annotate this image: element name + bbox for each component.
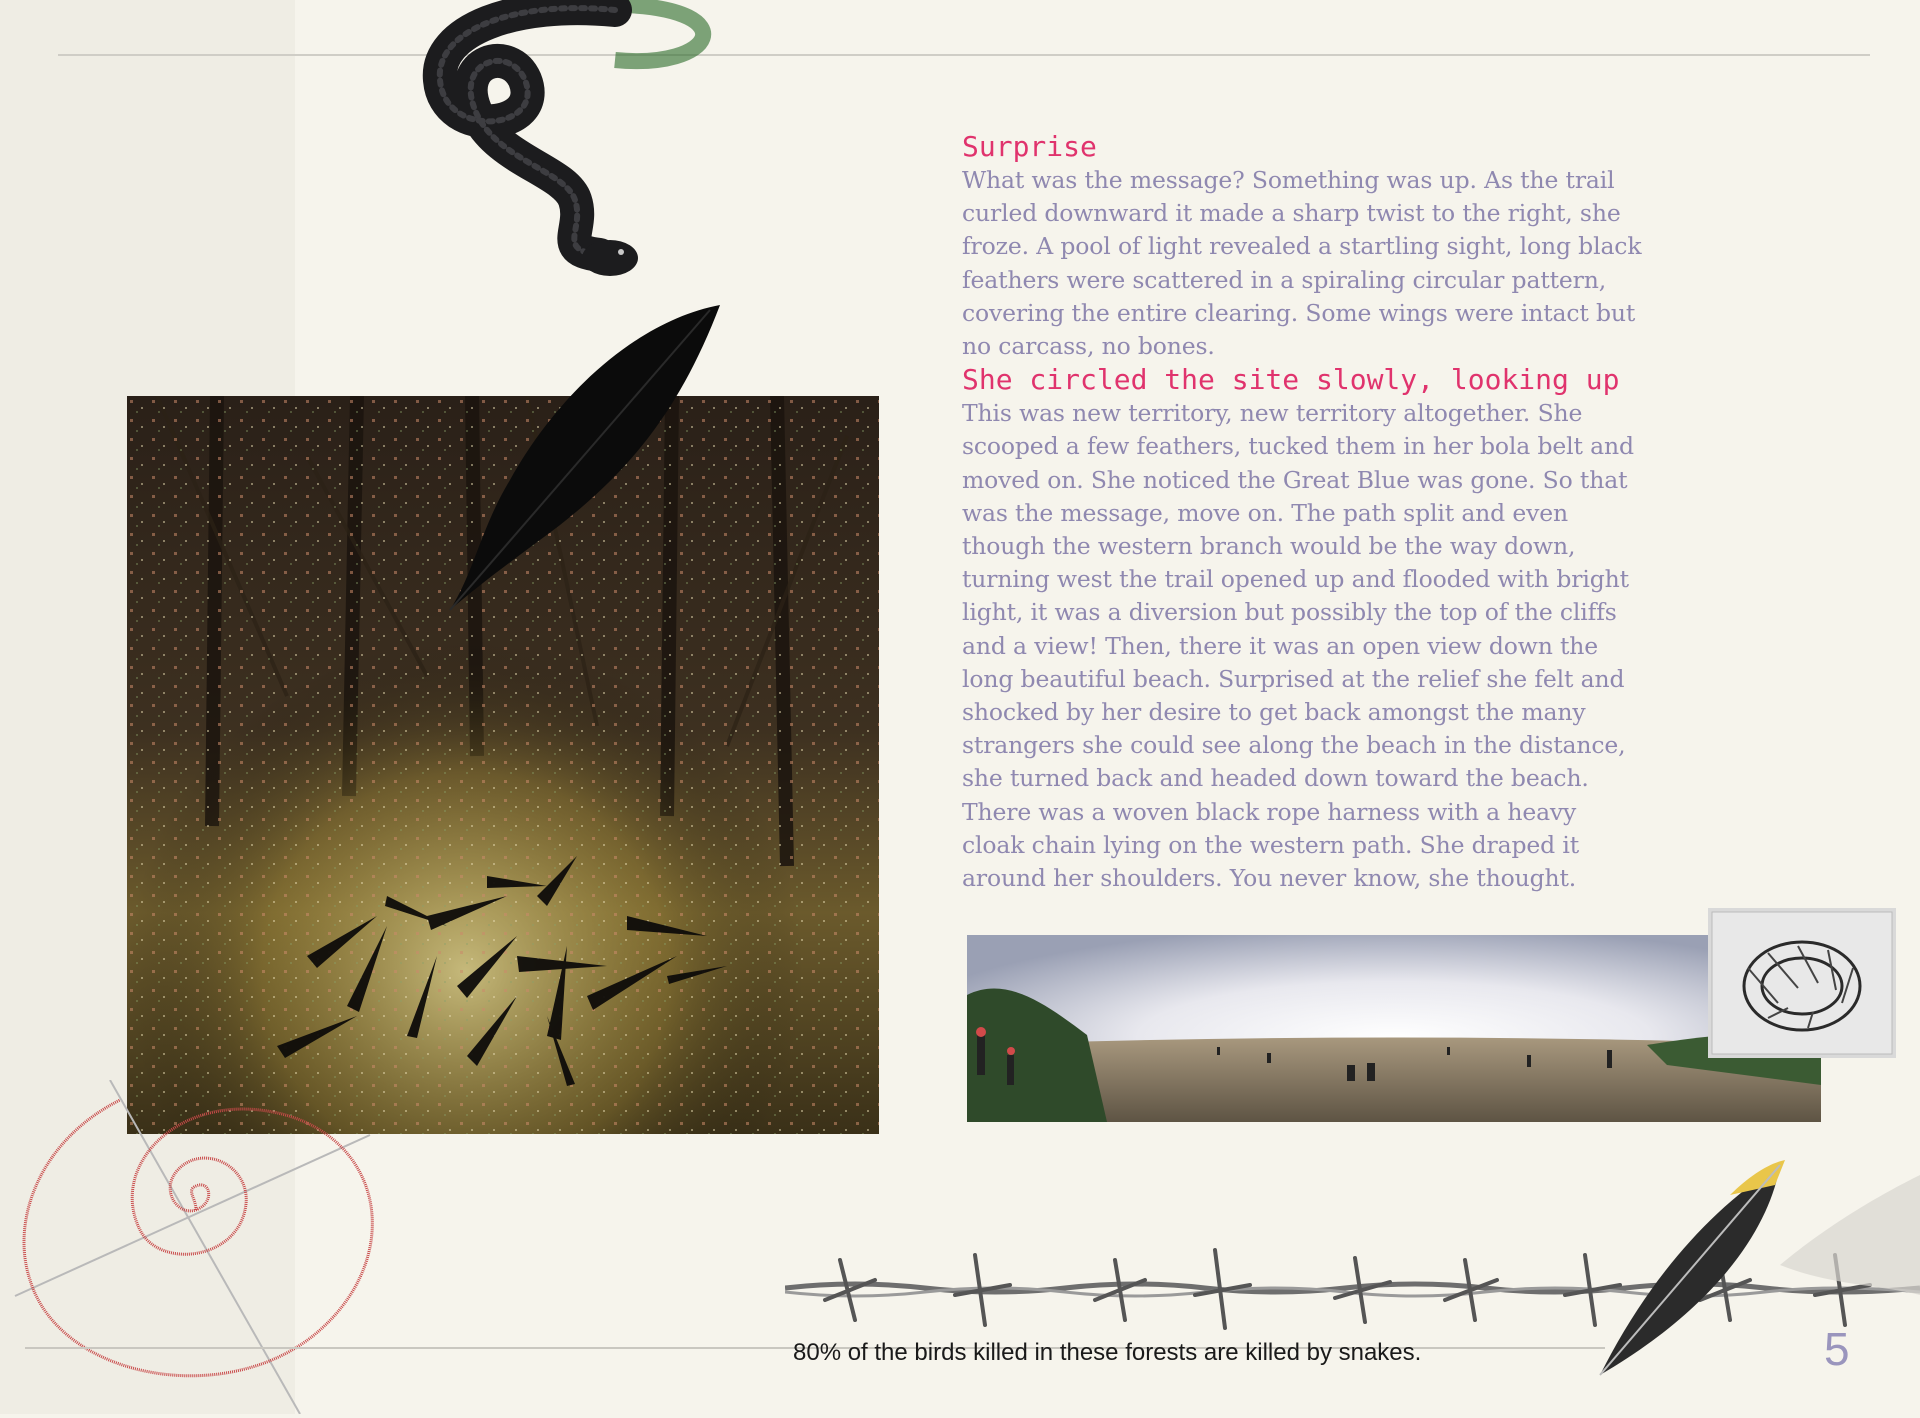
beach-panorama [967,935,1821,1122]
snake [415,0,755,285]
text-line: though the western branch would be the way down, [962,532,1576,561]
text-line: covering the entire clearing. Some wings were intact but [962,298,1636,327]
text-line: This was new territory, new territory altogether. She [962,399,1583,428]
top-rule [58,54,1870,56]
text-line: moved on. She noticed the Great Blue was gone. So that [962,465,1628,494]
section-heading-surprise: Surprise [962,130,1097,163]
paragraph-2 [962,397,1782,895]
page-number: 5 [1824,1323,1850,1375]
page-caption: 80% of the birds killed in these forests are killed by snakes. [793,1339,1422,1366]
text-line: shocked by her desire to get back amongst the many [962,698,1586,727]
text-line: curled downward it made a sharp twist to the right, she [962,199,1621,228]
paragraph-1 [962,164,1782,363]
text-line: and a view! Then, there it was an open view down the [962,631,1599,660]
text-line: light, it was a diversion but possibly the top of the cliffs [962,598,1617,627]
text-line: turning west the trail opened up and flooded with bright [962,565,1629,594]
text-line: What was the message? Something was up. As the trail [962,166,1615,194]
text-line: scooped a few feathers, tucked them in her bola belt and [962,432,1634,461]
text-line: feathers were scattered in a spiraling circular pattern, [962,265,1607,294]
text-line: no carcass, no bones. [962,332,1215,361]
section-heading-circled: She circled the site slowly, looking up [962,363,1620,397]
text-line: cloak chain lying on the western path. She draped it [962,830,1580,859]
striped-feather [1580,1135,1920,1395]
text-line: froze. A pool of light revealed a startling sight, long black [962,232,1642,261]
text-line: around her shoulders. You never know, she thought. [962,864,1577,893]
article-text [962,130,1782,895]
text-line: was the message, move on. The path split and even [962,498,1569,527]
golden-spiral [0,1080,560,1414]
text-line: There was a woven black rope harness with a heavy [962,797,1577,826]
text-line: strangers she could see along the beach in the distance, [962,731,1626,760]
escher-spiral-print [1708,908,1896,1058]
black-feather [440,300,735,620]
text-line: she turned back and headed down toward the beach. [962,764,1589,793]
text-line: long beautiful beach. Surprised at the relief she felt and [962,664,1625,693]
